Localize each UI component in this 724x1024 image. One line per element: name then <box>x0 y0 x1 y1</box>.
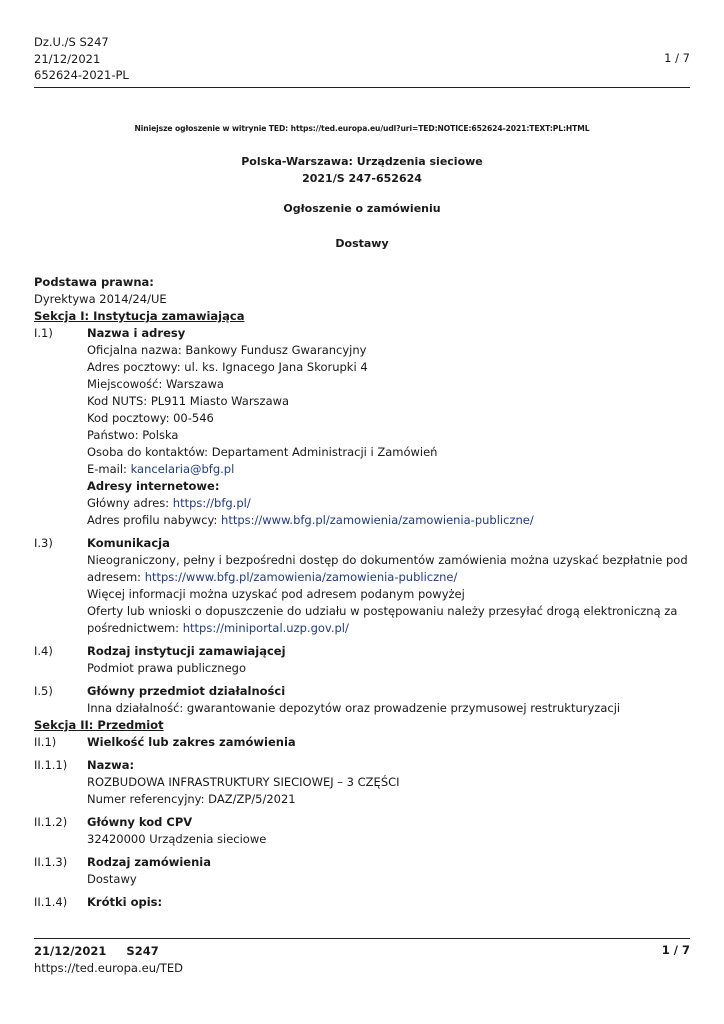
section-ii1 <box>34 734 694 751</box>
section-i3 <box>34 535 694 637</box>
section-number: II.1.3) <box>34 855 68 869</box>
internet-addresses-heading: Adresy internetowe: <box>87 479 220 493</box>
buyer-profile-line <box>87 512 694 529</box>
submission-address-label: pośrednictwem: <box>87 621 183 635</box>
section-number: II.1.1) <box>34 758 68 772</box>
section-ii14 <box>34 894 694 911</box>
footer-code: S247 <box>126 944 159 958</box>
header-divider <box>34 87 690 88</box>
section-title: Krótki opis: <box>87 895 163 909</box>
section-number: I.1) <box>34 326 53 340</box>
contract-name: ROZBUDOWA INFRASTRUKTURY SIECIOWEJ – 3 CZĘŚCI <box>87 775 400 789</box>
section-ii13 <box>34 854 694 888</box>
section-title: Główny przedmiot działalności <box>87 684 286 698</box>
section-2-heading: Sekcja II: Przedmiot <box>34 718 164 732</box>
section-number: I.5) <box>34 684 53 698</box>
section-title: Komunikacja <box>87 536 170 550</box>
submission-address-link[interactable]: https://miniportal.uzp.gov.pl/ <box>182 621 349 635</box>
buyer-profile-label: Adres profilu nabywcy: <box>87 513 222 527</box>
section-1-heading: Sekcja I: Instytucja zamawiająca <box>34 309 245 323</box>
postal-address: Adres pocztowy: ul. ks. Ignacego Jana Skorupki 4 <box>87 360 368 374</box>
section-ii12 <box>34 814 694 848</box>
section-number: II.1.4) <box>34 895 68 909</box>
notice-type: Ogłoszenie o zamówieniu <box>283 202 441 215</box>
section-title: Nazwa: <box>87 758 135 772</box>
authority-type: Podmiot prawa publicznego <box>87 661 246 675</box>
documents-address-line <box>87 569 694 586</box>
footer-page-number: 1 / 7 <box>661 943 690 957</box>
documents-address-label: adresem: <box>87 570 145 584</box>
section-number: I.3) <box>34 536 53 550</box>
cpv-code: 32420000 Urządzenia sieciowe <box>87 832 267 846</box>
footer-divider <box>34 938 690 939</box>
contact-person: Osoba do kontaktów: Departament Administracji i Zamówień <box>87 445 438 459</box>
section-title: Nazwa i adresy <box>87 326 186 340</box>
notice-number: 2021/S 247-652624 <box>302 172 422 185</box>
main-address-line <box>87 495 694 512</box>
country: Państwo: Polska <box>87 428 179 442</box>
header-notice-id: 652624-2021-PL <box>34 68 129 82</box>
header-meta <box>34 34 129 84</box>
notice-title: Polska-Warszawa: Urządzenia sieciowe <box>241 155 483 168</box>
communication-text: Nieograniczony, pełny i bezpośredni dostęp do dokumentów zamówienia można uzyskać bezpłatnie pod <box>87 553 688 567</box>
contract-type-value: Dostawy <box>87 872 137 886</box>
footer-meta <box>34 943 183 976</box>
footer-date: 21/12/2021 <box>34 944 107 958</box>
main-address-link[interactable]: https://bfg.pl/ <box>172 496 251 510</box>
buyer-profile-link[interactable]: https://www.bfg.pl/zamowienia/zamowienia-publiczne/ <box>221 513 534 527</box>
reference-number: Numer referencyjny: DAZ/ZP/5/2021 <box>87 792 296 806</box>
legal-basis-heading: Podstawa prawna: <box>34 275 154 289</box>
documents-address-link[interactable]: https://www.bfg.pl/zamowienia/zamowienia-publiczne/ <box>144 570 458 584</box>
email-line <box>87 461 694 478</box>
main-address-label: Główny adres: <box>87 496 173 510</box>
submission-text: Oferty lub wnioski o dopuszczenie do udziału w postępowaniu należy przesyłać drogą elektroniczną za <box>87 604 678 618</box>
section-number: II.1) <box>34 735 57 749</box>
section-number: I.4) <box>34 644 53 658</box>
official-name: Oficjalna nazwa: Bankowy Fundusz Gwarancyjny <box>87 343 367 357</box>
postal-code: Kod pocztowy: 00-546 <box>87 411 214 425</box>
section-i1 <box>34 325 694 529</box>
header-date: 21/12/2021 <box>34 51 101 66</box>
section-title: Rodzaj zamówienia <box>87 855 211 869</box>
header-page-number: 1 / 7 <box>664 51 690 65</box>
notice-body <box>34 274 694 911</box>
section-number: II.1.2) <box>34 815 68 829</box>
section-title: Główny kod CPV <box>87 815 193 829</box>
section-title: Rodzaj instytucji zamawiającej <box>87 644 286 658</box>
ted-notice-link[interactable]: Niniejsze ogłoszenie w witrynie TED: https://ted.europa.eu/udl?uri=TED:NOTICE:652624-2021:TEXT:PL:HTML <box>134 124 590 133</box>
footer-url[interactable]: https://ted.europa.eu/TED <box>34 960 184 975</box>
section-i5 <box>34 683 694 717</box>
section-i4 <box>34 643 694 677</box>
contract-type: Dostawy <box>335 237 389 250</box>
section-ii11 <box>34 757 694 808</box>
nuts-code: Kod NUTS: PL911 Miasto Warszawa <box>87 394 290 408</box>
email-link[interactable]: kancelaria@bfg.pl <box>130 462 235 476</box>
email-label: E-mail: <box>87 462 131 476</box>
main-activity: Inna działalność: gwarantowanie depozytów oraz prowadzenie przymusowej restrukturyzacji <box>87 701 621 715</box>
section-title: Wielkość lub zakres zamówienia <box>87 735 296 749</box>
header-journal-ref: Dz.U./S S247 <box>34 35 109 49</box>
submission-address-line <box>87 620 694 637</box>
more-info-text: Więcej informacji można uzyskać pod adresem podanym powyżej <box>87 587 465 601</box>
city: Miejscowość: Warszawa <box>87 377 224 391</box>
legal-basis-value: Dyrektywa 2014/24/UE <box>34 292 167 306</box>
